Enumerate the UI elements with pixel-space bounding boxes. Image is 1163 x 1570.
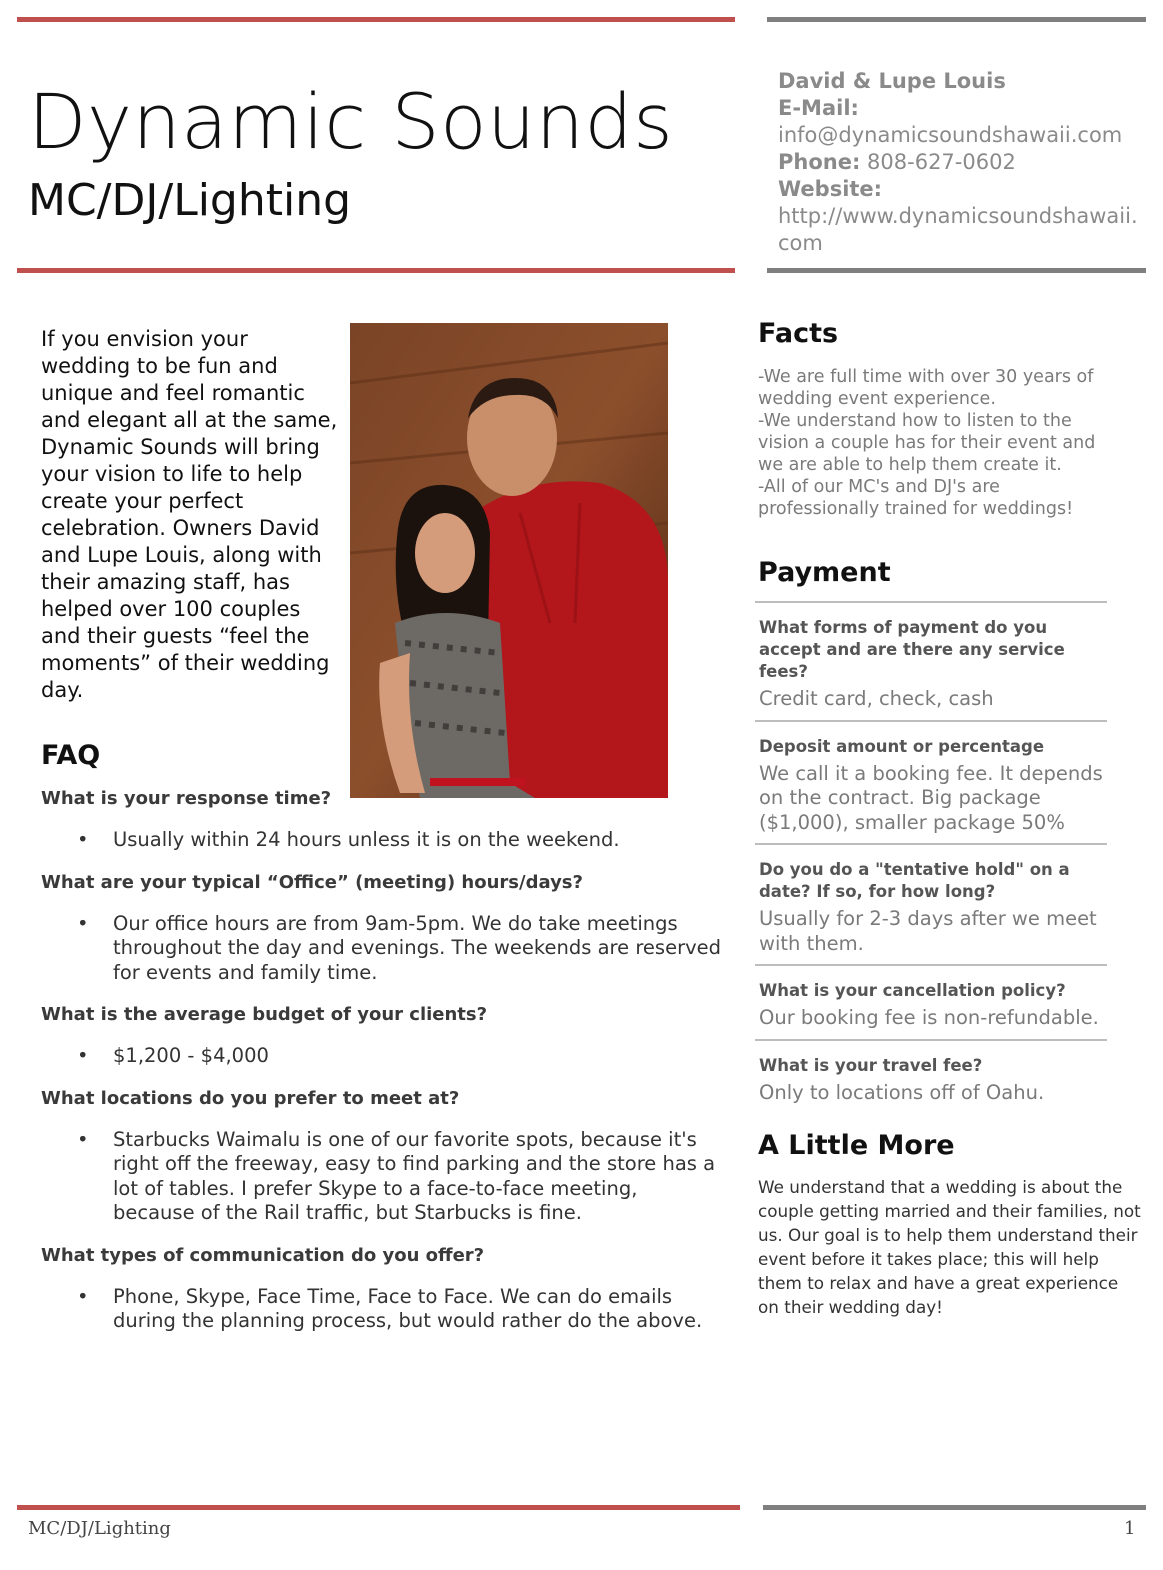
faq-answer-text: $1,200 - $4,000 — [113, 1044, 269, 1067]
faq-question: What types of communication do you offer? — [41, 1244, 485, 1266]
footer-rule-right — [763, 1505, 1146, 1510]
faq-answer-text: Starbucks Waimalu is one of our favorite spots, because it's right off the freeway, easy to find parking and the store has a lot of tables. I prefer Skype to a face-to-face meeting, because of the Rail traffic, but Starbucks is fine. — [113, 1127, 716, 1224]
payment-answer: Credit card, check, cash — [759, 687, 994, 710]
fact-line: -We understand how to listen to the vision a couple has for their event and we are able to help them create it. — [758, 411, 1096, 475]
page-subtitle: MC/DJ/Lighting — [28, 175, 352, 226]
page-number: 1 — [1124, 1518, 1136, 1539]
phone-label: Phone: — [778, 150, 861, 174]
header-top-rule-right — [767, 17, 1146, 22]
phone-number[interactable]: 808-627-0602 — [867, 150, 1016, 174]
email-label: E-Mail: — [778, 96, 859, 120]
footer-label: MC/DJ/Lighting — [28, 1518, 171, 1539]
email-link[interactable]: info@dynamicsoundshawaii.com — [778, 123, 1123, 147]
faq-list — [41, 785, 721, 1350]
bullet-icon: • — [77, 1044, 89, 1067]
owners-photo — [350, 323, 668, 798]
payment-question: Do you do a "tentative hold" on a date? If so, for how long? — [759, 860, 1070, 901]
payment-heading: Payment — [758, 557, 891, 588]
header-bottom-rule-right — [767, 268, 1146, 273]
bullet-icon: • — [77, 1284, 89, 1308]
faq-answer-text: Phone, Skype, Face Time, Face to Face. We can do emails during the planning process, but would rather do the above. — [113, 1284, 703, 1332]
faq-heading: FAQ — [41, 740, 101, 771]
intro-paragraph: If you envision your wedding to be fun and unique and feel romantic and elegant all at the same, Dynamic Sounds will bring your vision to life to help create your perfect celebration. Owners David and Lupe Louis, along with their amazing staff, has helped over 100 couples and their guests “feel the moments” of their wedding day. — [41, 327, 338, 702]
more-heading: A Little More — [758, 1130, 955, 1161]
contact-names: David & Lupe Louis — [778, 69, 1006, 93]
payment-answer: Our booking fee is non-refundable. — [759, 1006, 1099, 1029]
facts-body — [758, 366, 1108, 520]
facts-heading: Facts — [758, 318, 839, 349]
more-body: We understand that a wedding is about the couple getting married and their families, not us. Our goal is to help them understand their event before it takes place; this will help them to relax and have a great experience on their wedding day! — [758, 1177, 1141, 1317]
faq-answer — [41, 912, 721, 986]
fact-line: -We are full time with over 30 years of wedding event experience. — [758, 367, 1094, 409]
payment-item — [755, 843, 1107, 964]
payment-question: What is your cancellation policy? — [759, 981, 1066, 1000]
payment-list — [755, 601, 1107, 1113]
bullet-icon: • — [77, 1127, 89, 1151]
payment-question: What is your travel fee? — [759, 1055, 983, 1075]
payment-item — [755, 1039, 1107, 1114]
faq-answer — [41, 1285, 721, 1334]
website-link[interactable]: http://www.dynamicsoundshawaii.com — [778, 204, 1138, 255]
payment-answer: Usually for 2-3 days after we meet with them. — [759, 907, 1097, 955]
footer-rule-left — [17, 1505, 740, 1510]
header-bottom-rule-left — [17, 268, 735, 273]
faq-question: What is the average budget of your clients? — [41, 1004, 488, 1025]
payment-answer: Only to locations off of Oahu. — [759, 1080, 1045, 1104]
faq-question: What are your typical “Office” (meeting) hours/days? — [41, 871, 583, 893]
faq-answer-text: Usually within 24 hours unless it is on the weekend. — [113, 828, 620, 851]
payment-question: What forms of payment do you accept and are there any service fees? — [759, 618, 1065, 681]
owners-photo-illustration — [350, 323, 668, 798]
contact-block — [778, 68, 1138, 257]
payment-question: Deposit amount or percentage — [759, 736, 1045, 756]
page-title: Dynamic Sounds — [28, 77, 674, 166]
website-label: Website: — [778, 177, 883, 201]
bullet-icon: • — [77, 828, 89, 851]
payment-item — [755, 964, 1107, 1039]
payment-item — [755, 720, 1107, 844]
header-top-rule-left — [17, 17, 735, 22]
bullet-icon: • — [77, 911, 89, 935]
payment-item — [755, 601, 1107, 720]
faq-answer — [41, 1128, 721, 1226]
fact-line: -All of our MC's and DJ's are professionally trained for weddings! — [758, 477, 1074, 519]
faq-question: What is your response time? — [41, 788, 332, 809]
faq-answer — [41, 828, 721, 853]
faq-answer — [41, 1044, 721, 1069]
payment-answer: We call it a booking fee. It depends on the contract. Big package ($1,000), smaller package 50% — [759, 761, 1103, 834]
faq-answer-text: Our office hours are from 9am-5pm. We do take meetings throughout the day and evenings. The weekends are reserved for events and family time. — [113, 911, 722, 984]
faq-question: What locations do you prefer to meet at? — [41, 1087, 460, 1109]
